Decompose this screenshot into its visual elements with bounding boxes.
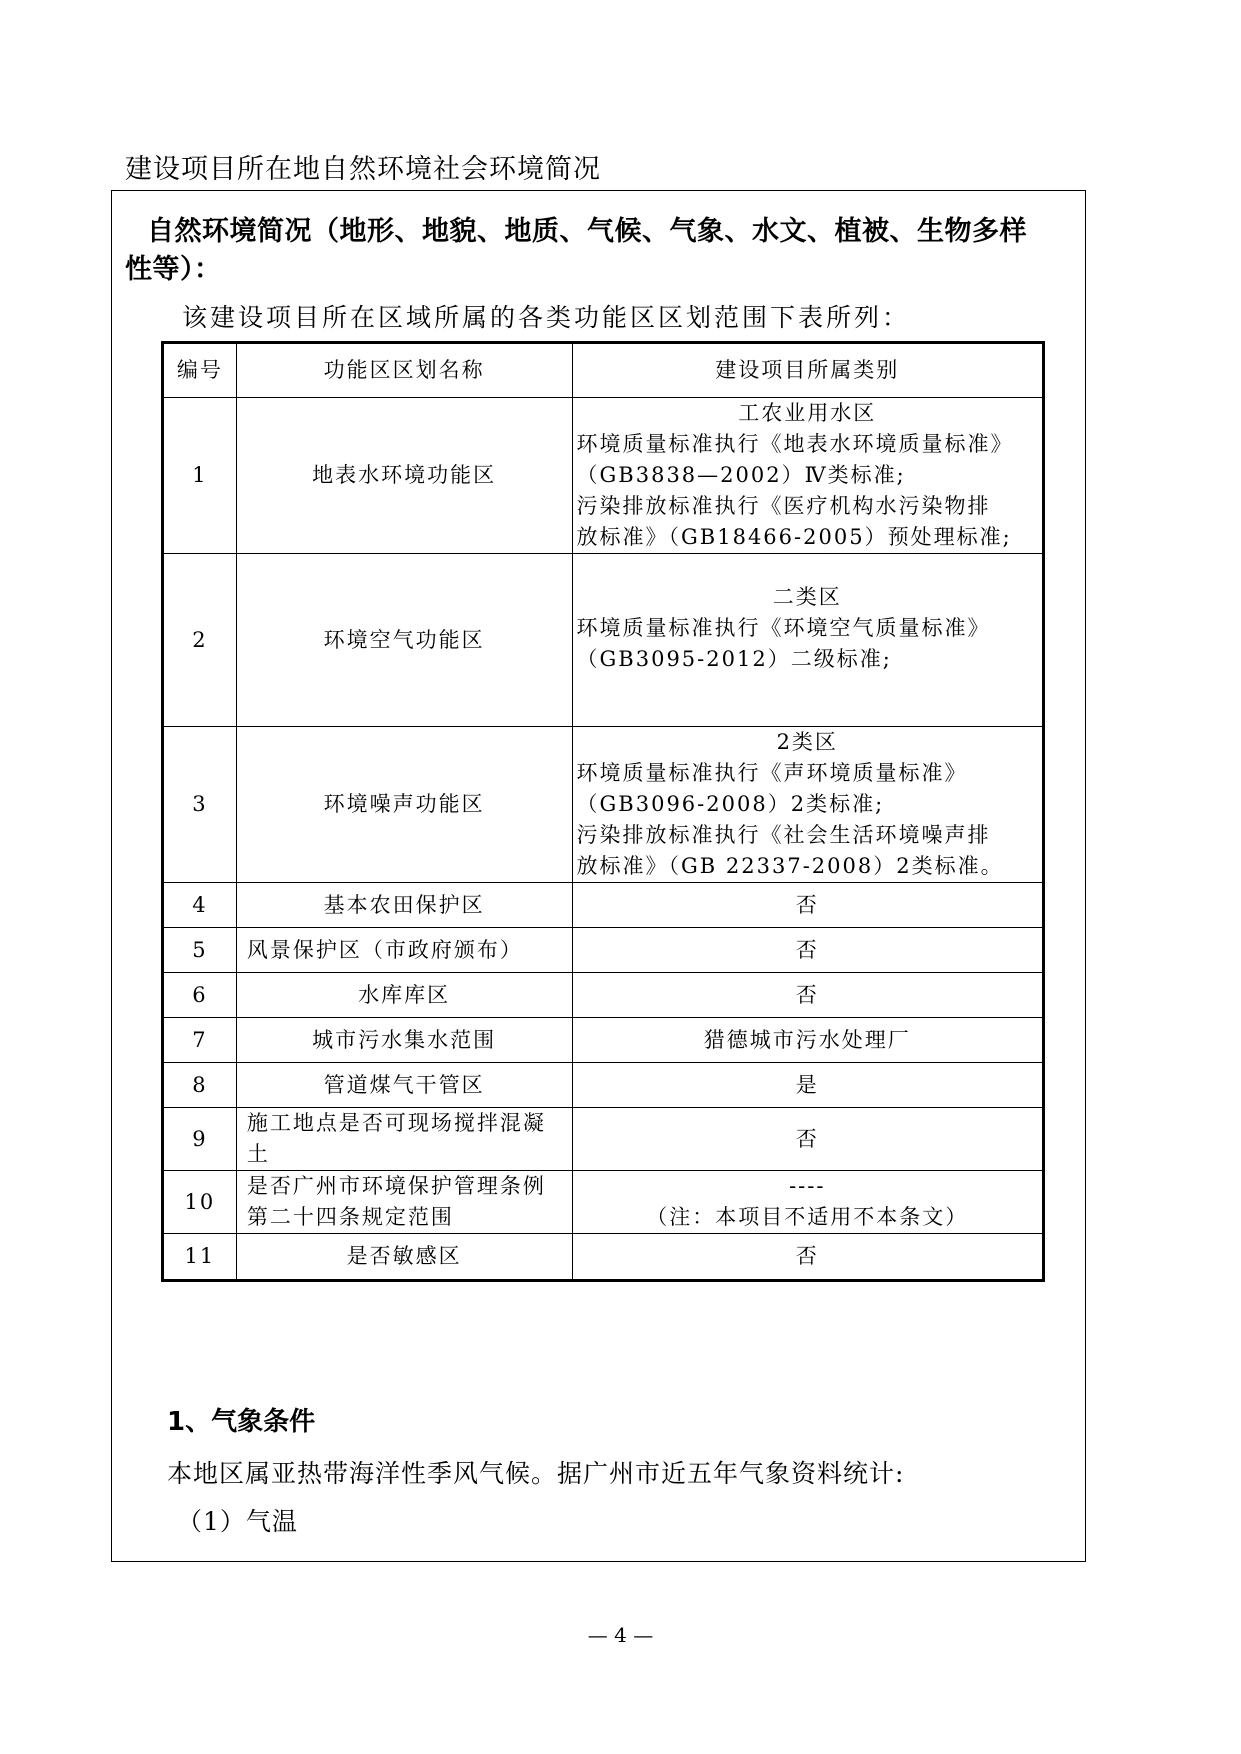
subsection-temperature: （1）气温 [177,1507,298,1536]
category-line: 否 [795,1244,819,1268]
row-category [572,883,1043,928]
header-category: 建设项目所属类别 [572,343,1043,398]
row-zone-name: 城市污水集水范围 [236,1018,572,1063]
category-line: 环境质量标准执行《声环境质量标准》 [576,761,968,785]
table-row [163,1108,1044,1171]
row-number: 4 [163,883,237,928]
row-zone-name: 环境噪声功能区 [236,727,572,883]
category-line: 工农业用水区 [738,401,877,425]
category-line: 否 [795,937,819,962]
row-zone-name: 环境空气功能区 [236,554,572,727]
row-number: 8 [163,1063,237,1108]
table-row [163,973,1044,1018]
row-category [572,1234,1043,1281]
row-zone-name: 地表水环境功能区 [236,398,572,554]
row-number: 7 [163,1018,237,1063]
row-number: 11 [163,1234,237,1281]
header-number: 编号 [163,343,237,398]
row-category [572,727,1043,883]
table-header-row [163,343,1044,398]
category-line: （GB3096-2008）2类标准; [576,792,885,816]
table-row [163,1234,1044,1281]
header-zone-name: 功能区区划名称 [236,343,572,398]
row-zone-name: 风景保护区（市政府颁布） [236,928,572,973]
content-frame [111,190,1086,1562]
row-number: 1 [163,398,237,554]
row-category [572,554,1043,727]
category-line: 否 [795,982,819,1007]
section-title-meteorology: 1、气象条件 [167,1407,316,1437]
table-row [163,928,1044,973]
category-line: 2类区 [776,730,838,754]
row-category [572,1063,1043,1108]
page-title: 建设项目所在地自然环境社会环境简况 [125,154,601,185]
category-line: 否 [795,1126,819,1151]
function-zone-table [161,341,1045,1282]
row-number: 6 [163,973,237,1018]
row-zone-name: 水库库区 [236,973,572,1018]
row-number: 10 [163,1171,237,1234]
row-number: 5 [163,928,237,973]
table-row [163,883,1044,928]
category-line: 猎德城市污水处理厂 [703,1027,911,1052]
category-line: 放标准》（GB18466-2005）预处理标准; [576,525,1012,549]
row-category [572,1018,1043,1063]
category-line: 污染排放标准执行《社会生活环境噪声排 [576,823,991,847]
row-zone-name: 施工地点是否可现场搅拌混凝土 [236,1108,572,1171]
table-row [163,1063,1044,1108]
row-category [572,1108,1043,1171]
category-line: 是 [795,1072,819,1097]
row-zone-name: 管道煤气干管区 [236,1063,572,1108]
row-category [572,1171,1043,1234]
row-number: 9 [163,1108,237,1171]
row-category [572,928,1043,973]
category-line: 否 [795,892,819,917]
natural-env-heading [125,213,1075,289]
row-category [572,973,1043,1018]
table-row [163,1171,1044,1234]
category-line: （注：本项目不适用不本条文） [646,1205,969,1229]
heading-line-1: 自然环境简况（地形、地貌、地质、气候、气象、水文、植被、生物多样 [147,216,1027,247]
category-line: ---- [789,1174,826,1198]
table-row [163,727,1044,883]
table-row [163,398,1044,554]
category-line: 污染排放标准执行《医疗机构水污染物排 [576,494,991,518]
category-line: （GB3095-2012）二级标准; [576,647,892,671]
row-zone-name: 是否敏感区 [236,1234,572,1281]
category-line: 环境质量标准执行《地表水环境质量标准》 [576,432,1014,456]
climate-paragraph: 本地区属亚热带海洋性季风气候。据广州市近五年气象资料统计: [167,1459,905,1488]
page-number: — 4 — [587,1623,654,1647]
category-line: （GB3838—2002）Ⅳ类标准; [576,463,906,487]
row-zone-name: 是否广州市环境保护管理条例第二十四条规定范围 [236,1171,572,1234]
row-category [572,398,1043,554]
heading-line-2: 性等）： [125,254,222,285]
row-zone-name: 基本农田保护区 [236,883,572,928]
table-intro: 该建设项目所在区域所属的各类功能区区划范围下表所列： [182,303,911,332]
category-line: 放标准》（GB 22337-2008）2类标准。 [576,854,1004,878]
table-row [163,554,1044,727]
category-line: 二类区 [772,585,842,609]
table-row [163,1018,1044,1063]
row-number: 2 [163,554,237,727]
row-number: 3 [163,727,237,883]
category-line: 环境质量标准执行《环境空气质量标准》 [576,616,991,640]
